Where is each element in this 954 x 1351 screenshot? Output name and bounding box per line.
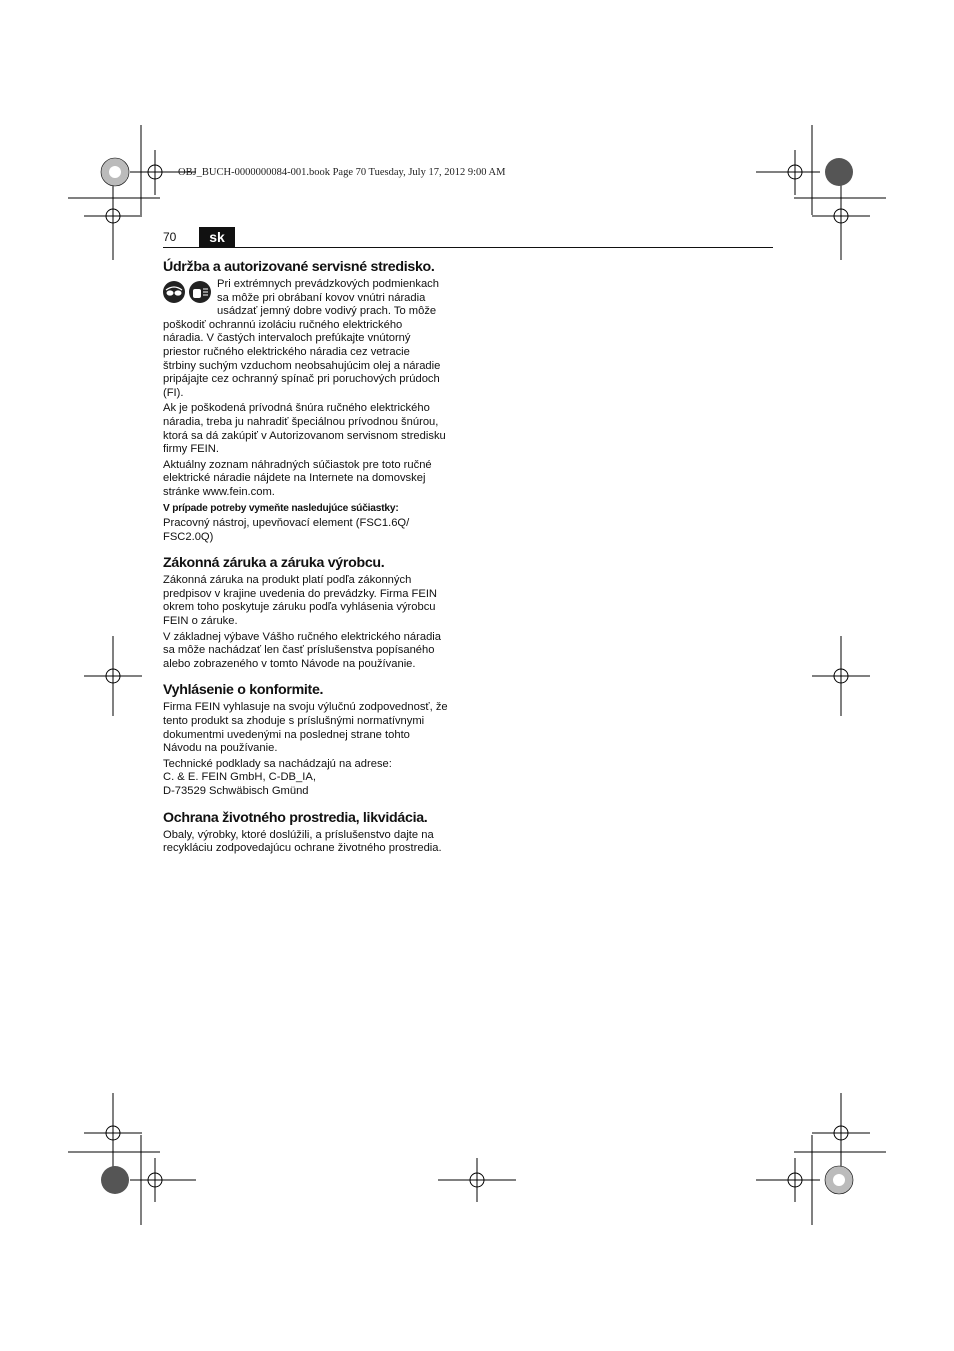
page-number: 70	[163, 230, 177, 244]
paragraph	[163, 574, 461, 628]
text-line: priestor ručného elektrického náradia cez vetracie	[163, 345, 410, 358]
section-heading: Údržba a autorizované servisné stredisko.	[163, 259, 435, 275]
text-line: usádzať jemný dobre vodivý prach. To môže	[217, 305, 437, 318]
text-line: Pracovný nástroj, upevňovací element (FSC1.6Q/	[163, 517, 410, 530]
text-line: Technické podklady sa nachádzajú na adrese:	[163, 757, 392, 770]
text-line: tento produkt sa zhoduje s príslušnými normatívnymi	[163, 715, 425, 728]
text-line: pripájajte cez ochranný spínač pri poruchových prúdoch	[163, 373, 440, 386]
text-line: okrem toho poskytuje záruku podľa vyhlásenia výrobcu	[163, 601, 436, 614]
text-line: D-73529 Schwäbisch Gmünd	[163, 785, 309, 797]
text-line: alebo zobrazeného v tomto Návode na používanie.	[163, 657, 416, 670]
text-line: predpisov v krajine uvedenia do prevádzky. Firma FEIN	[163, 587, 438, 600]
header-rule	[163, 247, 773, 248]
text-line: FEIN o záruke.	[163, 615, 238, 628]
paragraph	[163, 758, 461, 799]
text-line: elektrické náradie nájdete na Internete na domovskej	[163, 472, 426, 485]
language-tab: sk	[199, 227, 235, 247]
file-info-line: OBJ_BUCH-0000000084-001.book Page 70 Tuesday, July 17, 2012 9:00 AM	[178, 167, 506, 178]
text-line: sa môže nachádzať len časť príslušenstva popísaného	[163, 644, 435, 657]
paragraph	[163, 631, 461, 672]
text-line: štrbiny suchým vzduchom neobsahujúcim olej a náradie	[163, 359, 441, 372]
text-line: FSC2.0Q)	[163, 530, 214, 543]
text-line: Zákonná záruka na produkt platí podľa zákonných	[163, 574, 412, 587]
parts-subheading: V prípade potreby vymeňte nasledujúce súčiastky:	[163, 502, 399, 514]
text-line: V základnej výbave Vášho ručného elektrického náradia	[163, 630, 441, 643]
section-warranty	[163, 554, 461, 671]
paragraph	[163, 517, 461, 544]
safety-icons	[163, 280, 217, 306]
text-line: (FI).	[163, 386, 184, 399]
section-heading: Vyhlásenie o konformite.	[163, 682, 324, 699]
section-heading: Ochrana životného prostredia, likvidácia.	[163, 809, 428, 826]
text-line: firmy FEIN.	[163, 443, 219, 456]
text-line: dokumentmi uvedenými na poslednej strane tohto	[163, 728, 410, 741]
text-line: náradia, treba ju nahradiť špeciálnou prívodnou šnúrou,	[163, 415, 439, 428]
paragraph	[163, 459, 461, 500]
text-line: C. & E. FEIN GmbH, C-DB_IA,	[163, 771, 316, 784]
text-line: Obaly, výrobky, ktoré doslúžili, a príslušenstvo dajte na	[163, 828, 434, 841]
paragraph	[163, 402, 461, 456]
text-line: Návodu na používanie.	[163, 742, 278, 755]
section-environment	[163, 809, 461, 856]
text-line: recykláciu zodpovedajúcu ochrane životného prostredia.	[163, 842, 442, 855]
text-line: Pri extrémnych prevádzkových podmienkach	[217, 278, 439, 290]
paragraph	[163, 829, 461, 856]
text-line: stránke www.fein.com.	[163, 485, 275, 498]
text-line: ktorá sa dá zakúpiť v Autorizovanom servisnom stredisku	[163, 429, 446, 442]
eye-protection-icon	[163, 281, 185, 303]
text-line: poškodiť ochrannú izoláciu ručného elektrického	[163, 318, 403, 331]
text-column	[163, 258, 461, 858]
dust-mask-icon	[189, 281, 211, 303]
text-line: sa môže pri obrábaní kovov vnútri náradia	[217, 291, 426, 304]
section-maintenance	[163, 258, 461, 544]
section-heading: Zákonná záruka a záruka výrobcu.	[163, 555, 385, 572]
section-conformity	[163, 681, 461, 798]
text-line: Aktuálny zoznam náhradných súčiastok pre toto ručné	[163, 458, 432, 471]
text-line: Ak je poškodená prívodná šnúra ručného elektrického	[163, 402, 430, 415]
text-line: Firma FEIN vyhlasuje na svoju výlučnú zodpovednosť, že	[163, 701, 448, 714]
paragraph	[163, 701, 461, 755]
text-line: náradia. V častých intervaloch prefúkajte vnútorný	[163, 332, 411, 345]
